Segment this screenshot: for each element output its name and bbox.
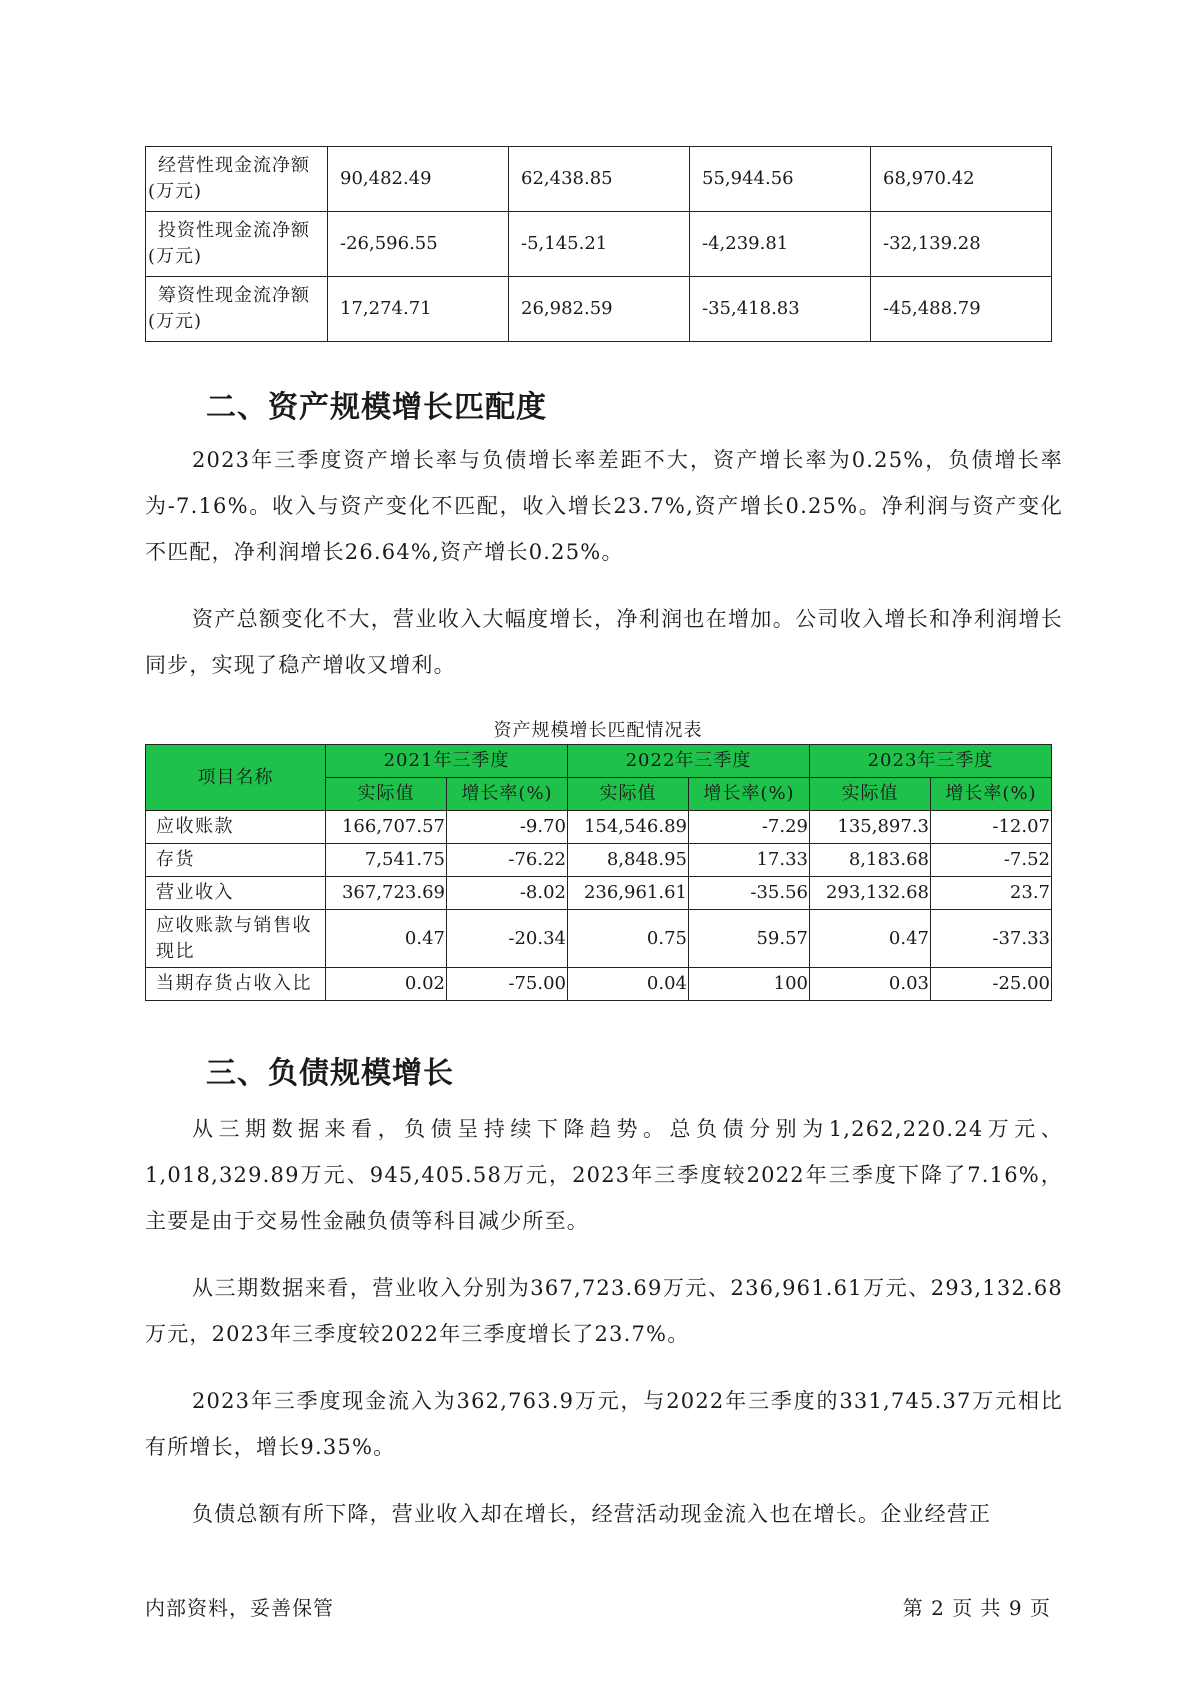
row-label: 应收账款 (146, 811, 326, 844)
cell-value: -32,139.28 (871, 212, 1052, 277)
cell-value: -76.22 (447, 844, 568, 877)
column-header: 增长率(%) (689, 778, 810, 811)
footer-confidential-note: 内部资料，妥善保管 (145, 1596, 334, 1620)
column-header: 实际值 (810, 778, 931, 811)
cell-value: -5,145.21 (509, 212, 690, 277)
cell-value: -12.07 (931, 811, 1052, 844)
paragraph: 从三期数据来看，负债呈持续下降趋势。总负债分别为1,262,220.24万元、1,018,329.89万元、945,405.58万元，2023年三季度较2022年三季度下降了7.16%，主要是由于交易性金融负债等科目减少所至。 (145, 1117, 1063, 1233)
paragraph: 2023年三季度资产增长率与负债增长率差距不大，资产增长率为0.25%，负债增长率为-7.16%。收入与资产变化不匹配，收入增长23.7%,资产增长0.25%。净利润与资产变化不匹配，净利润增长26.64%,资产增长0.25%。 (145, 448, 1063, 564)
paragraph: 2023年三季度现金流入为362,763.9万元，与2022年三季度的331,745.37万元相比有所增长，增长9.35%。 (145, 1389, 1063, 1459)
cell-value: -9.70 (447, 811, 568, 844)
cell-value: 367,723.69 (326, 877, 447, 910)
cell-value: 17,274.71 (328, 277, 509, 342)
cell-value: 166,707.57 (326, 811, 447, 844)
cell-value: -26,596.55 (328, 212, 509, 277)
cell-value: -45,488.79 (871, 277, 1052, 342)
cell-value: 154,546.89 (568, 811, 689, 844)
row-label: 存货 (146, 844, 326, 877)
table-row (146, 277, 1052, 342)
table-row (146, 877, 1052, 910)
table-row (146, 844, 1052, 877)
cell-value: 0.02 (326, 968, 447, 1001)
cell-value: 17.33 (689, 844, 810, 877)
cell-value: 236,961.61 (568, 877, 689, 910)
row-label: 应收账款与销售收现比 (146, 910, 326, 968)
page-number: 第 2 页 共 9 页 (902, 1596, 1051, 1620)
cell-value: -7.29 (689, 811, 810, 844)
table-row (146, 811, 1052, 844)
cell-value: 55,944.56 (690, 147, 871, 212)
table-row (146, 212, 1052, 277)
cell-value: 8,183.68 (810, 844, 931, 877)
table-header-row (146, 745, 1052, 778)
row-label: 经营性现金流净额(万元) (146, 147, 328, 212)
cell-value: 0.04 (568, 968, 689, 1001)
column-header: 2022年三季度 (568, 745, 810, 778)
table-row (146, 147, 1052, 212)
cell-value: 293,132.68 (810, 877, 931, 910)
cell-value: 59.57 (689, 910, 810, 968)
cell-value: -25.00 (931, 968, 1052, 1001)
column-header: 项目名称 (146, 745, 326, 811)
cell-value: -37.33 (931, 910, 1052, 968)
row-label: 筹资性现金流净额(万元) (146, 277, 328, 342)
asset-growth-table (145, 744, 1052, 1001)
section-heading: 二、资产规模增长匹配度 (206, 390, 547, 425)
paragraph: 负债总额有所下降，营业收入却在增长，经营活动现金流入也在增长。企业经营正 (192, 1502, 992, 1526)
paragraph: 从三期数据来看，营业收入分别为367,723.69万元、236,961.61万元、293,132.68万元，2023年三季度较2022年三季度增长了23.7%。 (145, 1276, 1063, 1346)
cell-value: 8,848.95 (568, 844, 689, 877)
cell-value: -4,239.81 (690, 212, 871, 277)
column-header: 增长率(%) (447, 778, 568, 811)
column-header: 2023年三季度 (810, 745, 1052, 778)
column-header: 增长率(%) (931, 778, 1052, 811)
cell-value: 0.47 (326, 910, 447, 968)
cell-value: 23.7 (931, 877, 1052, 910)
cell-value: 100 (689, 968, 810, 1001)
column-header: 实际值 (326, 778, 447, 811)
cell-value: 0.47 (810, 910, 931, 968)
column-header: 2021年三季度 (326, 745, 568, 778)
cell-value: -35,418.83 (690, 277, 871, 342)
cell-value: -35.56 (689, 877, 810, 910)
cell-value: 135,897.3 (810, 811, 931, 844)
cell-value: 26,982.59 (509, 277, 690, 342)
cell-value: -7.52 (931, 844, 1052, 877)
row-label: 营业收入 (146, 877, 326, 910)
cell-value: -8.02 (447, 877, 568, 910)
cell-value: -20.34 (447, 910, 568, 968)
paragraph: 资产总额变化不大，营业收入大幅度增长，净利润也在增加。公司收入增长和净利润增长同步，实现了稳产增收又增利。 (145, 607, 1063, 677)
cell-value: 7,541.75 (326, 844, 447, 877)
section-heading: 三、负债规模增长 (206, 1056, 454, 1091)
column-header: 实际值 (568, 778, 689, 811)
cell-value: -75.00 (447, 968, 568, 1001)
table-row (146, 968, 1052, 1001)
row-label: 当期存货占收入比 (146, 968, 326, 1001)
cell-value: 0.75 (568, 910, 689, 968)
cell-value: 68,970.42 (871, 147, 1052, 212)
table-row (146, 910, 1052, 968)
cell-value: 90,482.49 (328, 147, 509, 212)
cell-value: 62,438.85 (509, 147, 690, 212)
table-caption: 资产规模增长匹配情况表 (493, 720, 703, 741)
row-label: 投资性现金流净额(万元) (146, 212, 328, 277)
cashflow-table (145, 146, 1052, 342)
cell-value: 0.03 (810, 968, 931, 1001)
